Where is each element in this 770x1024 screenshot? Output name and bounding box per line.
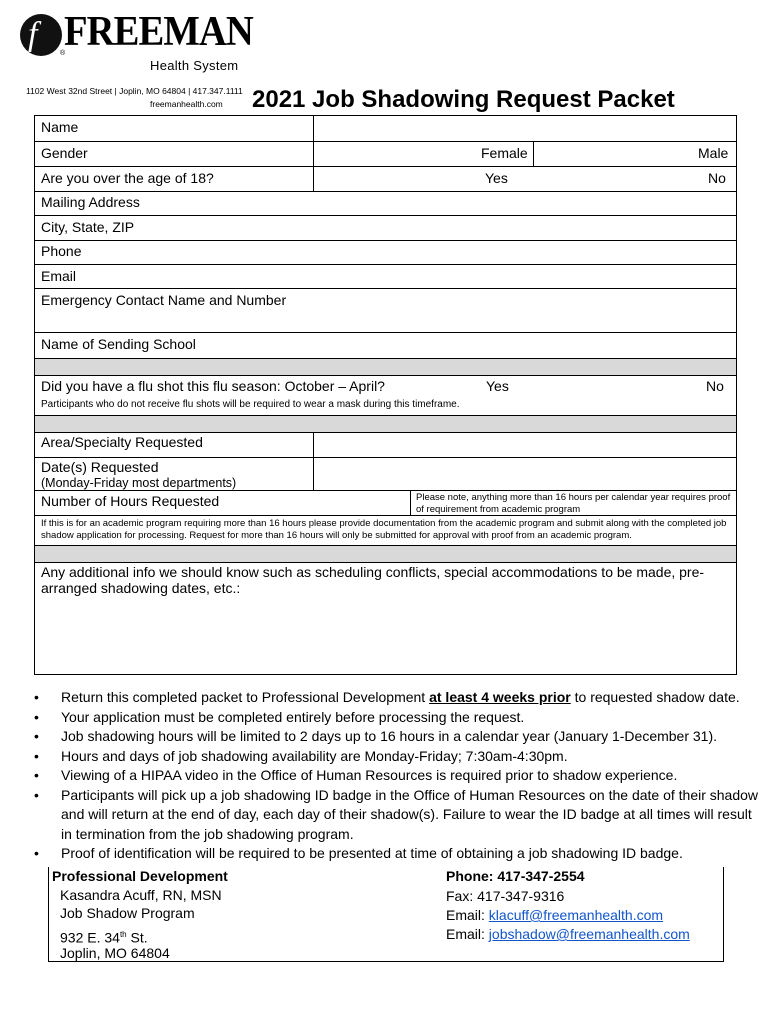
department-name: Professional Development <box>52 868 228 884</box>
email-link-jobshadow[interactable]: jobshadow@freemanhealth.com <box>488 926 690 942</box>
contact-person: Kasandra Acuff, RN, MSN <box>60 887 222 903</box>
email-label: Email <box>41 268 77 284</box>
bullet-text: Participants will pick up a job shadowing ID badge in the Office of Human Resources on the date of their shadow and will return at the end of day, each day of their shadow(s). Failure to wear the ID badge at all times will result in termination from the job shadowing program. <box>61 786 759 842</box>
flu-no-option[interactable]: No <box>706 378 724 394</box>
form-right-border <box>736 115 737 675</box>
mailing-address-label: Mailing Address <box>41 194 140 210</box>
row-line <box>34 375 737 376</box>
bullet-text: Hours and days of job shadowing availability are Monday-Friday; 7:30am-4:30pm. <box>61 747 568 764</box>
name-label: Name <box>41 119 79 135</box>
logo-letter: f <box>28 16 38 53</box>
website: freemanhealth.com <box>150 99 223 109</box>
list-item <box>34 688 759 708</box>
emergency-contact-label: Emergency Contact Name and Number <box>41 292 287 308</box>
gender-male-option[interactable]: Male <box>698 145 729 161</box>
age-no-option[interactable]: No <box>708 170 726 186</box>
list-item <box>34 747 759 767</box>
row-line <box>34 545 737 546</box>
list-item <box>34 786 759 845</box>
form-bottom-border <box>34 674 737 675</box>
bullet-dot: • <box>34 845 39 861</box>
row-line <box>34 358 737 359</box>
row-line <box>34 141 737 142</box>
contact-phone: Phone: 417-347-2554 <box>446 868 585 884</box>
program-name: Job Shadow Program <box>60 905 195 921</box>
shaded-separator <box>35 358 736 375</box>
address-line: 1102 West 32nd Street | Joplin, MO 64804 | 417.347.1111 <box>26 86 243 96</box>
col-line <box>410 490 411 515</box>
form-left-border <box>34 115 35 675</box>
registered-mark: ® <box>60 50 66 57</box>
area-specialty-label: Area/Specialty Requested <box>41 434 203 450</box>
additional-info-label: Any additional info we should know such as scheduling conflicts, special accommodations to be made, pre-arranged shadowing dates, etc.: <box>41 564 705 596</box>
city-state: Joplin, MO 64804 <box>60 945 170 961</box>
email-link-klacuff[interactable]: klacuff@freemanhealth.com <box>488 907 664 923</box>
additional-info-field[interactable] <box>35 600 736 673</box>
phone-label: Phone <box>41 243 82 259</box>
hours-requested-label: Number of Hours Requested <box>41 493 220 509</box>
sending-school-label: Name of Sending School <box>41 336 196 352</box>
row-line <box>34 240 737 241</box>
bullet-text: Job shadowing hours will be limited to 2 days up to 16 hours in a calendar year (January 1-December 31). <box>61 728 718 744</box>
bullet-text: Return this completed packet to Professional Development <box>61 689 430 705</box>
row-line <box>34 432 737 433</box>
dates-note: (Monday-Friday most departments) <box>41 476 237 490</box>
bullet-dot: • <box>34 747 39 764</box>
bullet-text: Your application must be completed entirely before processing the request. <box>61 708 525 725</box>
list-item <box>34 766 759 786</box>
shaded-separator <box>35 545 736 562</box>
email-label: Email: <box>446 907 489 923</box>
bullet-dot: • <box>34 708 39 725</box>
list-item <box>34 844 759 864</box>
email-label: Email: <box>446 926 489 942</box>
gender-female-option[interactable]: Female <box>481 145 528 161</box>
deadline-emphasis: at least 4 weeks prior <box>429 689 571 705</box>
contact-email-2 <box>446 925 690 945</box>
col-line <box>313 432 314 490</box>
row-line <box>34 264 737 265</box>
bullet-dot: • <box>34 786 39 803</box>
list-item <box>34 727 759 747</box>
hours-note: Please note, anything more than 16 hours per calendar year requires proof of requirement from academic program <box>416 492 731 515</box>
col-line <box>533 141 534 166</box>
row-line <box>34 215 737 216</box>
row-line <box>34 166 737 167</box>
bullet-dot: • <box>34 689 39 705</box>
flu-shot-question: Did you have a flu shot this flu season: October – April? <box>41 378 385 394</box>
row-line <box>34 191 737 192</box>
row-line <box>34 332 737 333</box>
bullet-text: to requested shadow date. <box>570 689 740 705</box>
street-text: 932 E. 34 <box>60 929 120 946</box>
row-line <box>34 562 737 563</box>
flu-note: Participants who do not receive flu shots will be required to wear a mask during this timeframe. <box>41 399 460 410</box>
academic-note: If this is for an academic program requiring more than 16 hours please provide documentation from the academic program and submit along with the completed job shadow application for processing. Request for more than 16 hours will only be submitted for approval with proof from an academic program. <box>41 518 727 541</box>
freeman-logo-mark <box>20 14 62 56</box>
instructions-list <box>34 688 759 864</box>
bullet-dot: • <box>34 767 39 783</box>
flu-yes-option[interactable]: Yes <box>486 378 509 394</box>
row-line <box>34 288 737 289</box>
contact-fax: Fax: 417-347-9316 <box>446 888 565 904</box>
list-item <box>34 708 759 728</box>
age-question-label: Are you over the age of 18? <box>41 170 214 186</box>
row-line <box>34 457 737 458</box>
street-text: St. <box>126 929 148 946</box>
bullet-text: Proof of identification will be required to be presented at time of obtaining a job shadowing ID badge. <box>61 845 683 861</box>
shaded-separator <box>35 415 736 432</box>
bullet-text: Viewing of a HIPAA video in the Office of Human Resources is required prior to shadow experience. <box>61 767 678 783</box>
age-yes-option[interactable]: Yes <box>485 170 508 186</box>
city-state-zip-label: City, State, ZIP <box>41 219 135 235</box>
street-suffix: th <box>119 930 127 939</box>
gender-label: Gender <box>41 145 88 161</box>
row-line <box>34 415 737 416</box>
brand-name: FREEMAN <box>64 9 253 55</box>
name-field[interactable] <box>314 116 736 141</box>
contact-email-1 <box>446 906 663 926</box>
dates-requested-label: Date(s) Requested <box>41 459 159 475</box>
brand-subtitle: Health System <box>150 58 239 73</box>
page-title: 2021 Job Shadowing Request Packet <box>252 86 675 113</box>
bullet-dot: • <box>34 728 39 744</box>
